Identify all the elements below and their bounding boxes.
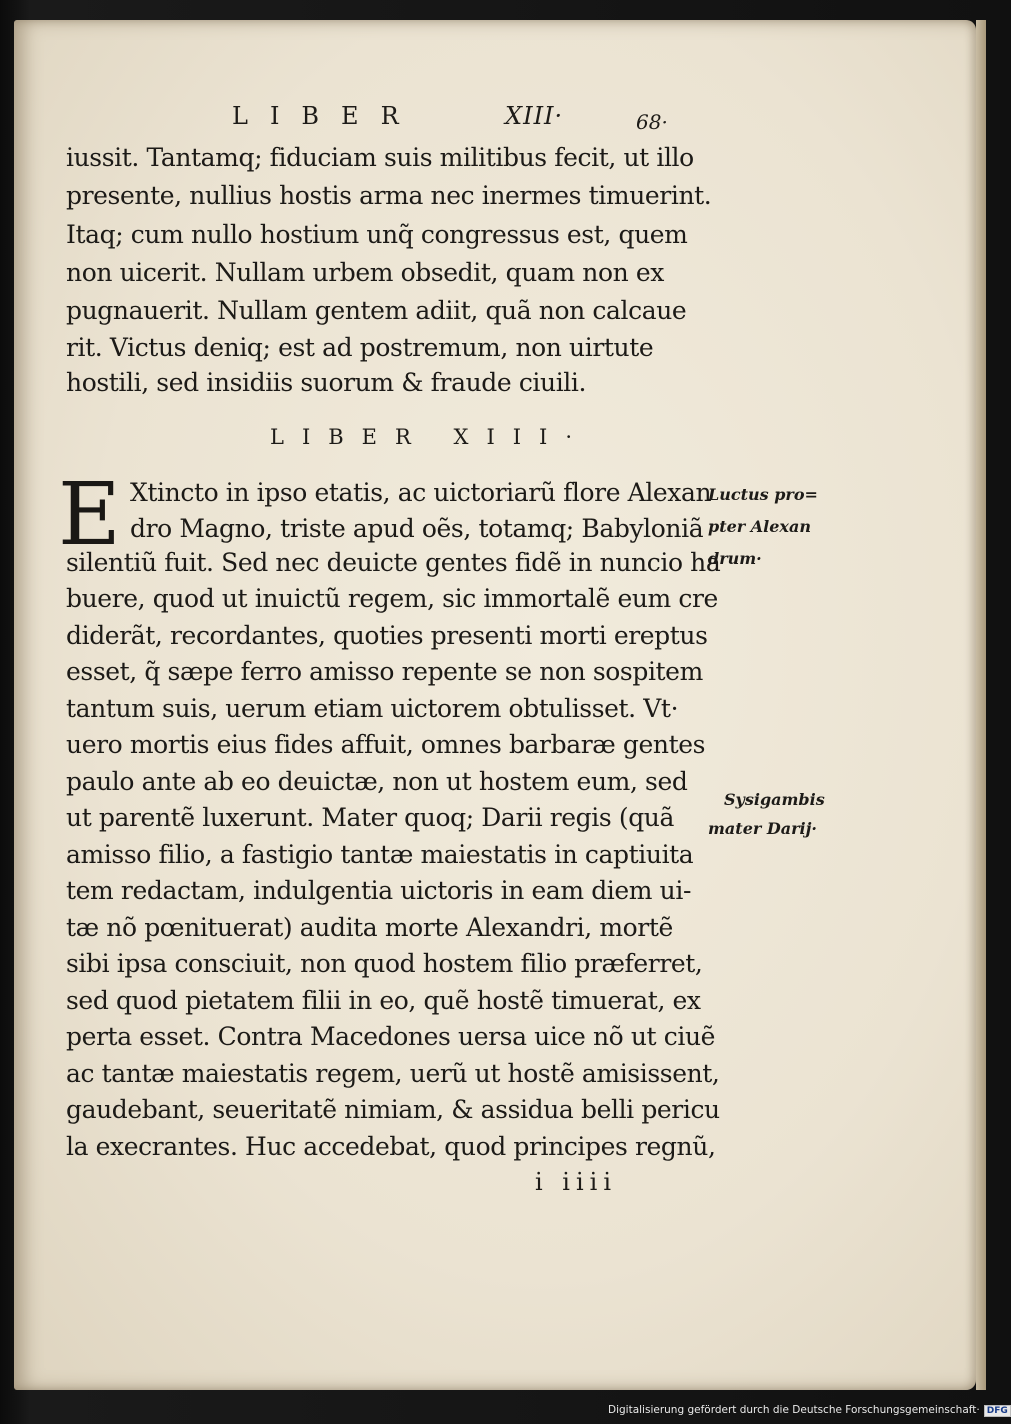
- running-head-title: LIBER: [232, 102, 421, 130]
- text-line: iussit. Tantamq; fiduciam suis militibus fecit, ut illo: [66, 143, 694, 172]
- text-line: silentiũ fuit. Sed nec deuicte gentes fidẽ in nuncio ha: [66, 548, 721, 577]
- text-line: esset, q̃ sæpe ferro amisso repente se non sospitem: [66, 657, 703, 686]
- text-line: gaudebant, seueritatẽ nimiam, & assidua belli pericu: [66, 1095, 720, 1124]
- text-line: hostili, sed insidiis suorum & fraude ciuili.: [66, 368, 587, 397]
- text-line: ac tantæ maiestatis regem, uerũ ut hostẽ amisissent,: [66, 1059, 720, 1088]
- margin-note-sysigambis: Sysigambis: [724, 790, 825, 809]
- text-line: tantum suis, uerum etiam uictorem obtulisset. Vt·: [66, 694, 679, 723]
- text-line: Xtincto in ipso etatis, ac uictoriarũ flore Alexan: [130, 478, 712, 507]
- margin-note-luctus: Luctus pro=: [708, 485, 818, 504]
- margin-note-luctus: pter Alexan: [708, 517, 811, 536]
- text-line: paulo ante ab eo deuictæ, non ut hostem eum, sed: [66, 767, 688, 796]
- initial-letter: E: [58, 465, 121, 565]
- text-line: dro Magno, triste apud oẽs, totamq; Babyloniã: [130, 514, 704, 543]
- running-head-book: XIII·: [505, 102, 564, 130]
- text-line: perta esset. Contra Macedones uersa uice nõ ut ciuẽ: [66, 1022, 716, 1051]
- text-line: presente, nullius hostis arma nec inermes timuerint.: [66, 181, 712, 210]
- text-line: uero mortis eius fides affuit, omnes barbaræ gentes: [66, 730, 706, 759]
- text-line: ut parentẽ luxerunt. Mater quoq; Darii regis (quã: [66, 803, 675, 832]
- dfg-logo-icon: DFG: [984, 1405, 1011, 1417]
- chapter-heading: LIBER XIII·: [270, 425, 591, 449]
- page-edge: [976, 20, 986, 1390]
- text-line: sibi ipsa consciuit, non quod hostem filio præferret,: [66, 949, 703, 978]
- text-line: buere, quod ut inuictũ regem, sic immortalẽ eum cre: [66, 584, 718, 613]
- text-line: tem redactam, indulgentia uictoris in eam diem ui-: [66, 876, 691, 905]
- text-line: amisso filio, a fastigio tantæ maiestatis in captiuita: [66, 840, 694, 869]
- credit-text: Digitalisierung gefördert durch die Deutsche Forschungsgemeinschaft·: [608, 1404, 980, 1416]
- margin-note-luctus: drum·: [708, 549, 762, 568]
- text-line: tæ nõ pœnituerat) audita morte Alexandri, mortẽ: [66, 913, 673, 942]
- text-line: rit. Victus deniq; est ad postremum, non uirtute: [66, 333, 654, 362]
- text-line: Itaq; cum nullo hostium unq̃ congressus est, quem: [66, 220, 688, 249]
- text-line: non uicerit. Nullam urbem obsedit, quam non ex: [66, 258, 664, 287]
- digitization-credit: [608, 1404, 1011, 1417]
- margin-note-sysigambis: mater Darij·: [708, 819, 817, 838]
- text-line: pugnauerit. Nullam gentem adiit, quã non calcaue: [66, 296, 687, 325]
- folio-number: 68·: [636, 110, 668, 134]
- signature-mark: i iiii: [535, 1168, 618, 1196]
- text-line: sed quod pietatem filii in eo, quẽ hostẽ timuerat, ex: [66, 986, 701, 1015]
- text-line: diderãt, recordantes, quoties presenti morti ereptus: [66, 621, 708, 650]
- text-line: la execrantes. Huc accedebat, quod principes regnũ,: [66, 1132, 716, 1161]
